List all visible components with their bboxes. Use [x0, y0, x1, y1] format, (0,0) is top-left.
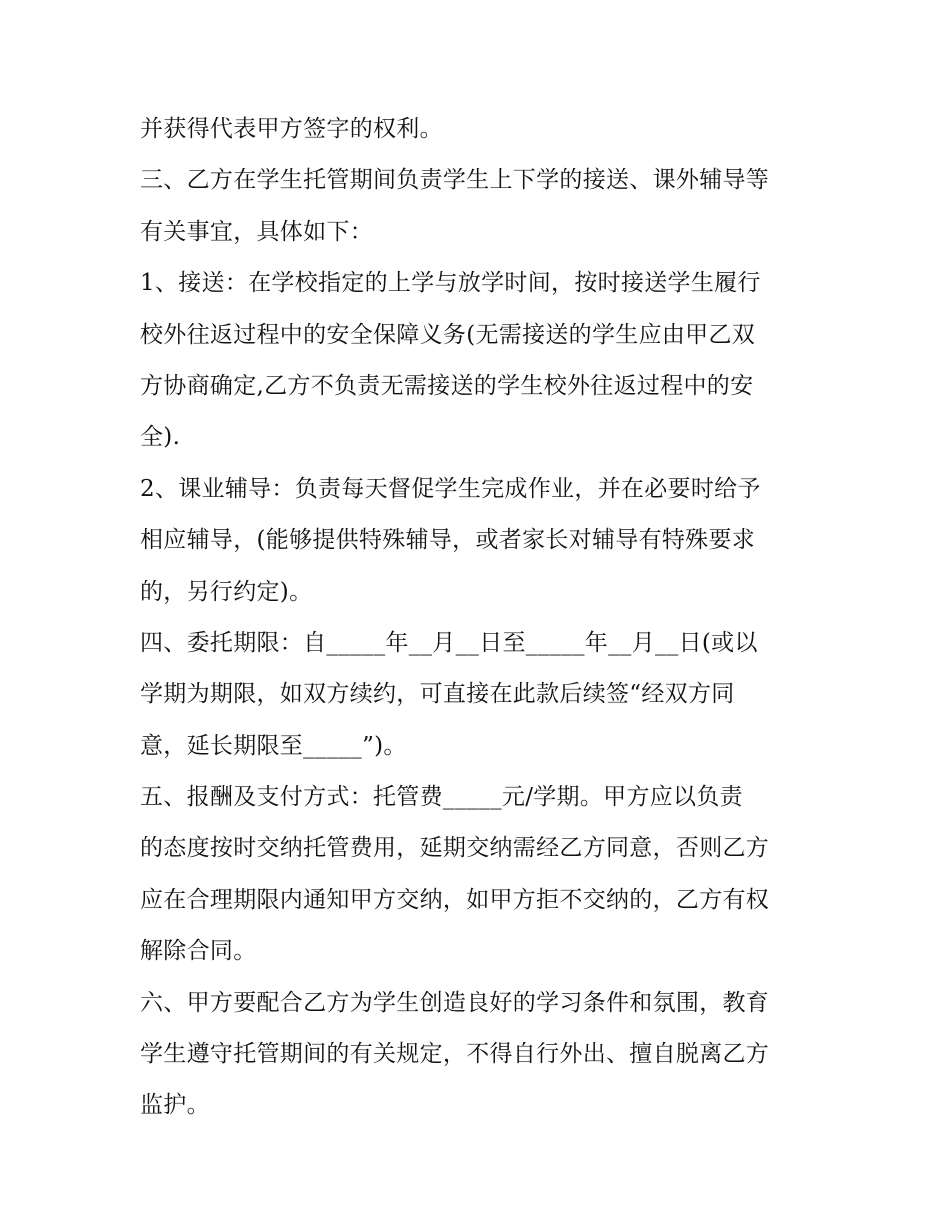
text-line: 1、接送：在学校指定的上学与放学时间，按时接送学生履行	[140, 270, 761, 297]
text-line: 四、委托期限：自_____年__月__日至_____年__月__日(或以	[140, 629, 758, 656]
text-line: 的态度按时交纳托管费用，延期交纳需经乙方同意，否则乙方	[140, 835, 770, 862]
text-line: 解除合同。	[140, 938, 257, 965]
text-line: 应在合理期限内通知甲方交纳，如甲方拒不交纳的，乙方有权	[140, 886, 770, 913]
text-line: 相应辅导，(能够提供特殊辅导，或者家长对辅导有特殊要求	[140, 527, 756, 554]
text-line: 2、课业辅导：负责每天督促学生完成作业，并在必要时给予	[140, 475, 761, 502]
text-line: 方协商确定,乙方不负责无需接送的学生校外往返过程中的安	[140, 372, 754, 399]
text-line: 的，另行约定)。	[140, 578, 313, 605]
text-line: 有关事宜，具体如下：	[140, 218, 373, 245]
text-line: 全).	[140, 424, 181, 451]
text-line: 监护。	[140, 1092, 210, 1119]
text-line: 三、乙方在学生托管期间负责学生上下学的接送、课外辅导等	[140, 167, 770, 194]
text-line: 校外往返过程中的安全保障义务(无需接送的学生应由甲乙双	[140, 321, 756, 348]
text-line: 学生遵守托管期间的有关规定，不得自行外出、擅自脱离乙方	[140, 1041, 770, 1068]
text-line: 并获得代表甲方签字的权利。	[140, 116, 443, 142]
text-line: 六、甲方要配合乙方为学生创造良好的学习条件和氛围，教育	[140, 989, 770, 1016]
text-line: 五、报酬及支付方式：托管费_____元/学期。甲方应以负责	[140, 784, 743, 811]
document-body	[140, 104, 820, 1132]
text-line: 学期为期限，如双方续约，可直接在此款后续签“经双方同	[140, 681, 735, 708]
text-line: 意，延长期限至_____”)。	[140, 732, 407, 759]
